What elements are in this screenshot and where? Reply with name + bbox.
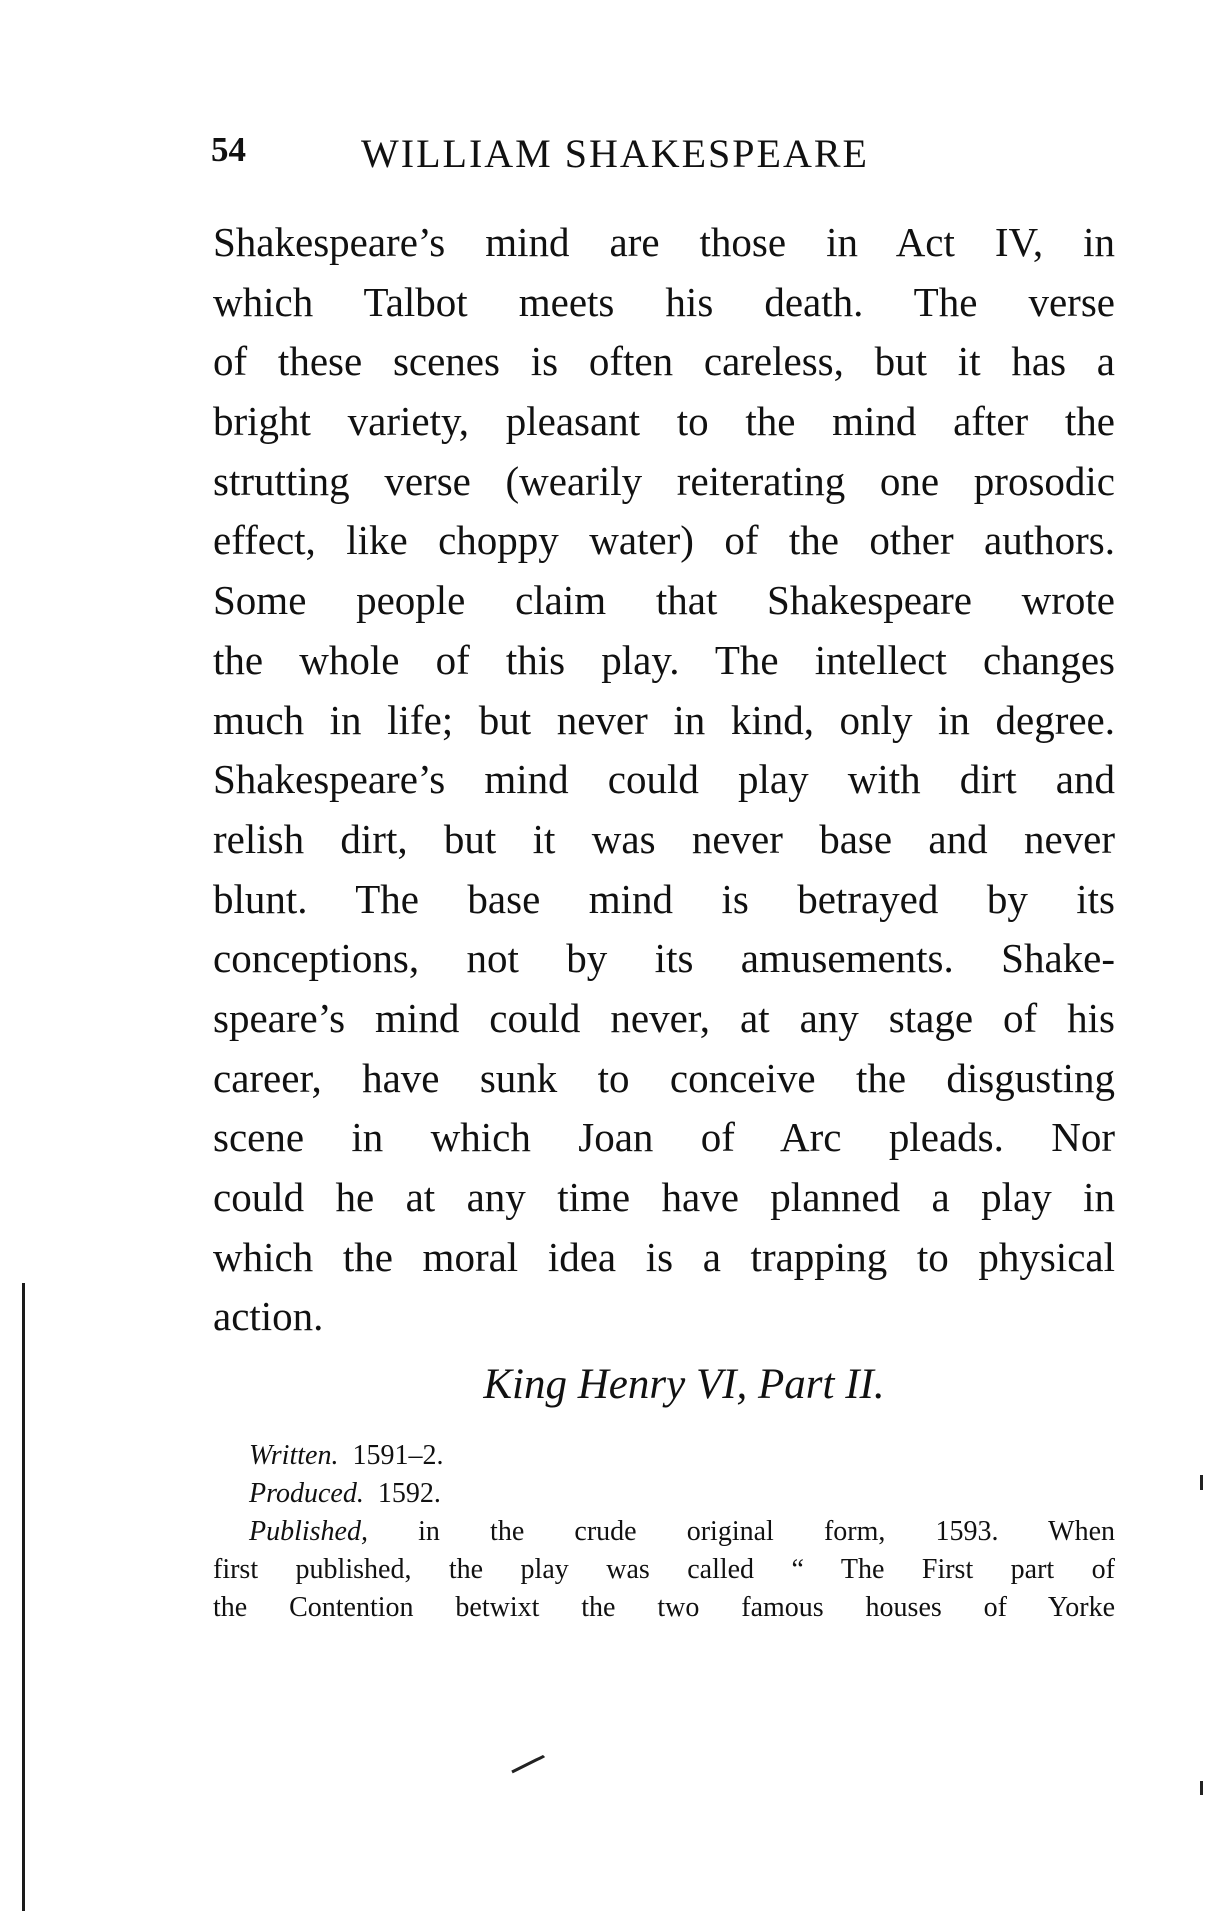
- page-header: [211, 130, 1111, 180]
- page-number: 54: [211, 130, 246, 169]
- text-line: blunt. The base mind is betrayed by its: [213, 875, 1115, 922]
- text-line: bright variety, pleasant to the mind after the: [213, 398, 1115, 445]
- note-produced-value: 1592.: [377, 1478, 441, 1509]
- running-title: WILLIAM SHAKESPEARE: [361, 131, 869, 176]
- note-written-label: Written.: [249, 1440, 339, 1471]
- note-written-value: 1591–2.: [352, 1440, 444, 1471]
- text-line: scene in which Joan of Arc pleads. Nor: [213, 1114, 1115, 1161]
- note-produced-label: Produced.: [249, 1478, 364, 1509]
- text-line: career, have sunk to conceive the disgusting: [213, 1054, 1115, 1101]
- note-published-rest: in the crude original form, 1593. When: [418, 1516, 1115, 1547]
- body-paragraph: [213, 213, 1115, 1347]
- note-produced: [213, 1475, 1115, 1513]
- note-published-line3: the Contention betwixt the two famous houses of Yorke: [213, 1592, 1115, 1623]
- section-title: King Henry VI, Part II.: [483, 1361, 885, 1408]
- text-line: Shakespeare’s mind could play with dirt and: [213, 756, 1115, 803]
- text-line: effect, like choppy water) of the other authors.: [213, 517, 1115, 564]
- note-written: [213, 1437, 1115, 1475]
- note-published-label: Published,: [249, 1516, 368, 1547]
- text-line: which Talbot meets his death. The verse: [213, 278, 1115, 325]
- ink-flourish-mark: [510, 1755, 546, 1775]
- play-notes: [213, 1437, 1115, 1627]
- text-line: strutting verse (wearily reiterating one prosodic: [213, 457, 1115, 504]
- text-line: relish dirt, but it was never base and never: [213, 815, 1115, 862]
- text-line: Shakespeare’s mind are those in Act IV, in: [213, 219, 1115, 265]
- text-line: action.: [213, 1293, 324, 1340]
- note-published-line2: first published, the play was called “ The First part of: [213, 1554, 1115, 1585]
- scan-speck-mark: [1199, 1780, 1205, 1798]
- scan-speck-mark: [1199, 1474, 1205, 1492]
- text-line: could he at any time have planned a play in: [213, 1174, 1115, 1220]
- text-line: conceptions, not by its amusements. Shake-: [213, 935, 1115, 982]
- note-published: [213, 1513, 1115, 1551]
- text-line: which the moral idea is a trapping to physical: [213, 1233, 1115, 1280]
- scan-margin-rule: [22, 1283, 25, 1911]
- text-line: speare’s mind could never, at any stage of his: [213, 994, 1115, 1041]
- text-line: the whole of this play. The intellect changes: [213, 636, 1115, 683]
- text-line: much in life; but never in kind, only in degree.: [213, 696, 1115, 743]
- text-line: Some people claim that Shakespeare wrote: [213, 577, 1115, 624]
- text-line: of these scenes is often careless, but it has a: [213, 338, 1115, 385]
